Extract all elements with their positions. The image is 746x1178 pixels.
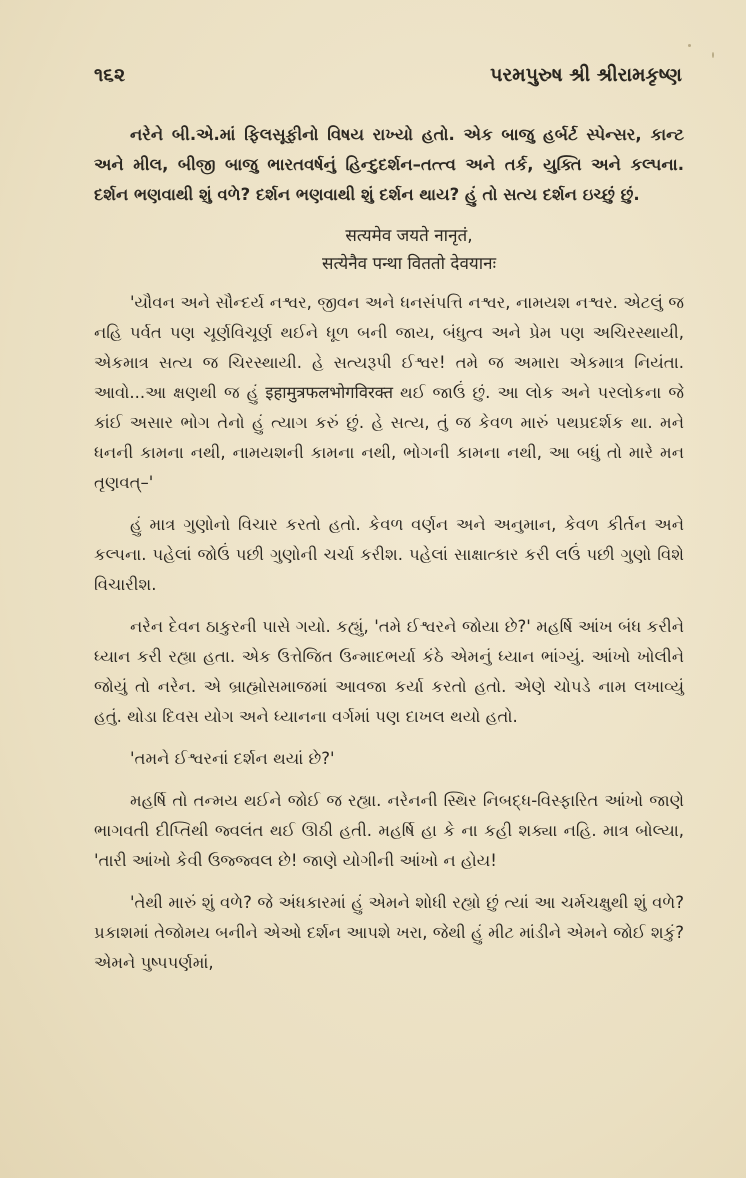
page-body xyxy=(94,120,684,990)
paragraph-4: નરેન દેવન ઠાકુરની પાસે ગયો. કહ્યું, 'તમે ઈશ્વરને જોયા છે?' મહર્ષિ આંખ બંધ કરીને ધ્યાન કરી રહ્યા હતા. એક ઉત્તેજિત ઉન્માદભર્યા કંઠે એમનું ધ્યાન ભાંગ્યું. આંખો ખોલીને જોયું તો નરેન. એ બ્રાહ્મોસમાજમાં આવજા કર્યા કરતો હતો. એણે ચોપડે નામ લખાવ્યું હતું. થોડા દિવસ યોગ અને ધ્યાનના વર્ગમાં પણ દાખલ થયો હતો. xyxy=(94,617,684,726)
verse-line-1: सत्यमेव जयते नानृतं, xyxy=(345,226,473,246)
paragraph-1: નરેને બી.એ.માં ફિલસૂફીનો વિષય રાખ્યો હતો. એક બાજુ હર્બર્ટ સ્પેન્સર, કાન્ટ અને મીલ, બીજી બાજુ ભારતવર્ષનું હિન્દુદર્શન–તત્ત્વ અને તર્ક, યુક્તિ અને કલ્પના. દર્શન ભણવાથી શું વળે? દર્શન ભણવાથી શું દર્શન થાય? હું તો સત્ય દર્શન ઇચ્છું છું. xyxy=(94,125,684,204)
paragraph-7: 'તેથી મારું શું વળે? જે અંધકારમાં હું એમને શોધી રહ્યો છું ત્યાં આ ચર્મચક્ષુથી શું વળે? પ્રકાશમાં તેજોમય બનીને એઓ દર્શન આપશે ખરા, જેથી હું મીટ માંડીને એમને જોઈ શકું? એમને પુષ્પપર્ણમાં, xyxy=(94,893,684,972)
sanskrit-verse xyxy=(94,222,684,278)
verse-line-2: सत्येनैव पन्था विततो देवयानः xyxy=(321,254,497,274)
paragraph-3: હું માત્ર ગુણોનો વિચાર કરતો હતો. કેવળ વર્ણન અને અનુમાન, કેવળ કીર્તન અને કલ્પના. પહેલાં જોઉં પછી ગુણોની ચર્ચા કરીશ. પહેલાં સાક્ષાત્કાર કરી લઉં પછી ગુણો વિશે વિચારીશ. xyxy=(94,515,684,594)
running-title: પરમપુરુષ શ્રી શ્રીરામકૃષ્ણ xyxy=(490,64,682,86)
paper-speck xyxy=(688,44,691,47)
paper-speck xyxy=(712,52,714,58)
page-header xyxy=(94,58,682,92)
page-number: ૧૬૨ xyxy=(94,64,126,86)
paragraph-2: 'યૌવન અને સૌન્દર્ય નશ્વર, જીવન અને ધનસંપત્તિ નશ્વર, નામયશ નશ્વર. એટલું જ નહિ પર્વત પણ ચૂર્ણવિચૂર્ણ થઈને ધૂળ બની જાય, બંધુત્વ અને પ્રેમ પણ અચિરસ્થાયી, એકમાત્ર સત્ય જ ચિરસ્થાયી. હે સત્યરૂપી ઈશ્વર! તમે જ અમારા એકમાત્ર નિયંતા. આવો...આ ક્ષણથી જ હું इहामुत्रफलभोगविरक्त થઈ જાઉં છું. આ લોક અને પરલોકના જે કાંઈ અસાર ભોગ તેનો હું ત્યાગ કરું છું. હે સત્ય, તું જ કેવળ મારું પથપ્રદર્શક થા. મને ધનની કામના નથી, નામયશની કામના નથી, ભોગની કામના નથી, આ બધું તો મારે મન તૃણવત્–' xyxy=(94,293,684,492)
paragraph-6: મહર્ષિ તો તન્મય થઈને જોઈ જ રહ્યા. નરેનની સ્થિર નિબદ્ધ-વિસ્ફારિત આંખો જાણે ભાગવતી દીપ્તિથી જ્વલંત થઈ ઊઠી હતી. મહર્ષિ હા કે ના કહી શક્યા નહિ. માત્ર બોલ્યા, 'તારી આંખો કેવી ઉજ્જ્વલ છે! જાણે યોગીની આંખો ન હોય! xyxy=(94,791,684,870)
paragraph-5: 'તમને ઈશ્વરનાં દર્શન થયાં છે?' xyxy=(130,749,335,768)
